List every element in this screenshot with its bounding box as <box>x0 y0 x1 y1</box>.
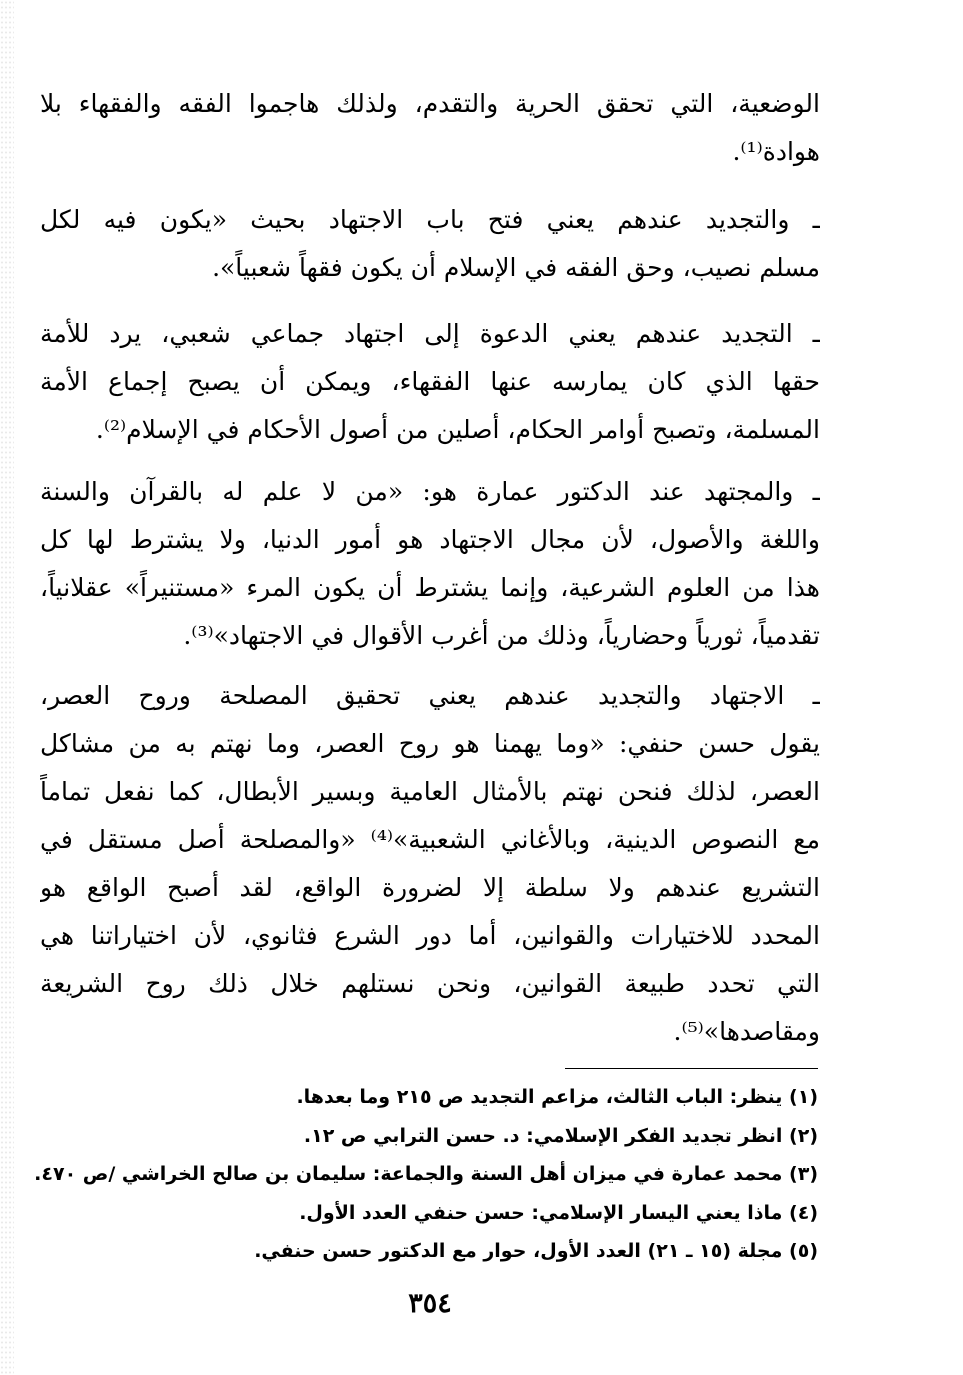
text-line: يقول حسن حنفي: «وما يهمنا هو روح العصر، وما نهتم به من مشاكل <box>40 729 820 758</box>
page-number: ٣٥٤ <box>408 1288 452 1319</box>
text-line: التي تحدد طبيعة القوانين، ونحن نستلهم خلال ذلك روح الشريعة <box>40 969 820 998</box>
text-line: تقدمياً، ثورياً وحضارياً، وذلك من أغرب الأقوال في الاجتهاد»⁽³⁾. <box>183 621 820 650</box>
text-line: حقها الذي كان يمارسه عنها الفقهاء، ويمكن أن يصبح إجماع الأمة <box>40 367 820 396</box>
footnote-4: (٤) ماذا يعني اليسار الإسلامي: حسن حنفي العدد الأول. <box>299 1201 818 1224</box>
footnotes <box>34 1078 818 1271</box>
paragraph-4 <box>40 468 820 660</box>
footnote-2: (٢) انظر تجديد الفكر الإسلامي: د. حسن الترابي ص ١٢. <box>303 1124 818 1147</box>
footnote-5: (٥) مجلة (١٥ ـ ٢١) العدد الأول، حوار مع الدكتور حسن حنفي. <box>254 1240 818 1262</box>
text-line: العصر، لذلك فنحن نهتم بالأمثال العامية وبسير الأبطال، كما نفعل تماماً <box>40 777 820 806</box>
scan-edge-speckle <box>0 0 14 1375</box>
text-line: التشريع عندهم ولا سلطة إلا لضرورة الواقع، لقد أصبح الواقع هو <box>40 873 820 902</box>
text-line: ـ التجديد عندهم يعني الدعوة إلى اجتهاد جماعي شعبي، يرد للأمة <box>40 319 820 348</box>
text-line: ـ والتجديد عندهم يعني فتح باب الاجتهاد بحيث «يكون فيه لكل <box>40 205 820 234</box>
text-line: مع النصوص الدينية، وبالأغاني الشعبية»⁽⁴⁾ «والمصلحة أصل مستقل في <box>40 825 820 854</box>
text-line: هذا من العلوم الشرعية، وإنما يشترط أن يكون المرء «مستنيراً» عقلانياً، <box>40 573 820 602</box>
text-line: واللغة والأصول، لأن مجال الاجتهاد هو أمور الدنيا، ولا يشترط لها كل <box>40 525 820 554</box>
text-line: المسلمة، وتصبح أوامر الحكام، أصلين من أصول الأحكام في الإسلام⁽²⁾. <box>95 415 820 444</box>
paragraph-5 <box>40 672 820 1056</box>
text-line: ـ والمجتهد عند الدكتور عمارة هو: «من لا علم له بالقرآن والسنة <box>40 477 820 506</box>
text-line: الوضعية، التي تحقق الحرية والتقدم، ولذلك هاجموا الفقه والفقهاء بلا <box>40 89 820 118</box>
paragraph-1 <box>40 80 820 176</box>
text-line: المحدد للاختيارات والقوانين، أما دور الشرع فثانوي، لأن اختياراتنا هي <box>40 921 820 950</box>
text-line: مسلم نصيب، وحق الفقه في الإسلام أن يكون فقهاً شعبياً». <box>212 253 820 282</box>
paragraph-2 <box>40 196 820 292</box>
text-line: ومقاصدها»⁽⁵⁾. <box>673 1017 820 1046</box>
footnote-1: (١) ينظر: الباب الثالث، مزاعم التجديد ص ٢١٥ وما بعدها. <box>296 1086 818 1108</box>
paragraph-3 <box>40 310 820 454</box>
text-line: ـ الاجتهاد والتجديد عندهم يعني تحقيق المصلحة وروح العصر، <box>40 681 820 710</box>
footnote-divider <box>565 1068 818 1069</box>
footnote-3: (٣) محمد عمارة في ميزان أهل السنة والجماعة: سليمان بن صالح الخراشي /ص ٤٧٠. <box>34 1163 818 1185</box>
text-line: هوادة⁽¹⁾. <box>732 137 820 166</box>
